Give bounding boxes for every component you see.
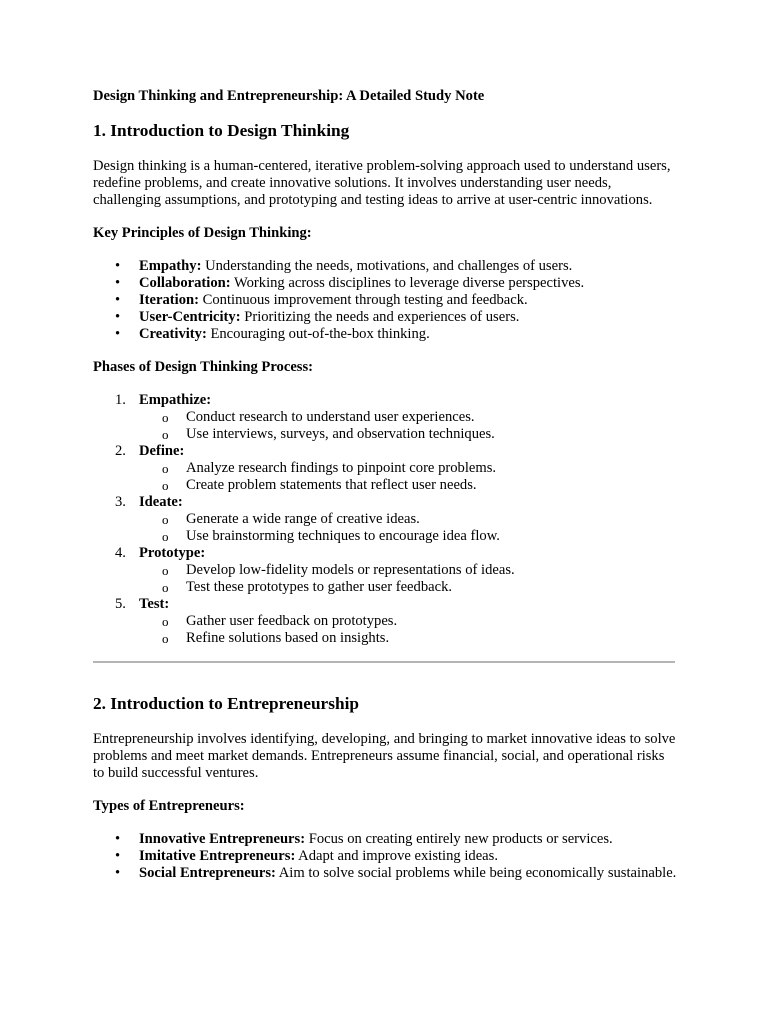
phase-steps <box>139 511 678 545</box>
phase-step-text: Create problem statements that reflect user needs. <box>186 477 477 493</box>
bullet-icon: • <box>115 292 121 308</box>
principle-text: Working across disciplines to leverage diverse perspectives. <box>230 275 585 291</box>
circle-bullet-icon: o <box>162 478 169 493</box>
principle-text: Understanding the needs, motivations, and challenges of users. <box>201 258 573 274</box>
phase-step-text: Conduct research to understand user experiences. <box>186 409 475 425</box>
circle-bullet-icon: o <box>162 563 169 578</box>
list-item <box>139 477 678 494</box>
list-item <box>139 630 678 647</box>
principle-text: Continuous improvement through testing and feedback. <box>198 292 528 308</box>
type-text: Adapt and improve existing ideas. <box>295 848 498 864</box>
list-item <box>93 292 678 309</box>
section2-heading: 2. Introduction to Entrepreneurship <box>93 694 359 713</box>
list-item <box>139 409 678 426</box>
circle-bullet-icon: o <box>162 410 169 425</box>
phase-step-text: Gather user feedback on prototypes. <box>186 613 398 629</box>
principle-term: Iteration: <box>139 292 199 308</box>
section-divider <box>93 661 675 663</box>
circle-bullet-icon: o <box>162 529 169 544</box>
bullet-icon: • <box>115 326 121 342</box>
phase-number: 3. <box>115 494 126 510</box>
phase-number: 4. <box>115 545 126 561</box>
principle-term: Collaboration: <box>139 275 231 291</box>
list-item <box>139 613 678 630</box>
type-text: Aim to solve social problems while being economically sustainable. <box>275 865 677 881</box>
list-item <box>93 258 678 275</box>
phase-steps <box>139 613 678 647</box>
phase-number: 2. <box>115 443 126 459</box>
phase-item <box>93 443 678 494</box>
principle-term: User-Centricity: <box>139 309 241 325</box>
phase-step-text: Generate a wide range of creative ideas. <box>186 511 420 527</box>
phases-heading: Phases of Design Thinking Process: <box>93 359 314 375</box>
principle-text: Prioritizing the needs and experiences of users. <box>240 309 520 325</box>
principle-term: Creativity: <box>139 326 207 342</box>
document-page <box>93 88 678 898</box>
bullet-icon: • <box>115 848 121 864</box>
list-item <box>93 275 678 292</box>
phase-step-text: Use interviews, surveys, and observation techniques. <box>186 426 495 442</box>
list-item <box>93 309 678 326</box>
document-title: Design Thinking and Entrepreneurship: A Detailed Study Note <box>93 88 485 104</box>
phase-name: Prototype: <box>139 545 206 561</box>
bullet-icon: • <box>115 309 121 325</box>
phase-step-text: Develop low-fidelity models or representations of ideas. <box>186 562 515 578</box>
circle-bullet-icon: o <box>162 427 169 442</box>
phase-step-text: Analyze research findings to pinpoint core problems. <box>186 460 497 476</box>
phase-number: 1. <box>115 392 126 408</box>
phase-item <box>93 494 678 545</box>
type-term: Social Entrepreneurs: <box>139 865 276 881</box>
bullet-icon: • <box>115 258 121 274</box>
type-term: Innovative Entrepreneurs: <box>139 831 306 847</box>
phase-name: Test: <box>139 596 170 612</box>
phase-item <box>93 392 678 443</box>
phase-step-text: Test these prototypes to gather user feedback. <box>186 579 453 595</box>
list-item <box>93 865 678 882</box>
type-text: Focus on creating entirely new products or services. <box>305 831 613 847</box>
phase-step-text: Refine solutions based on insights. <box>186 630 390 646</box>
type-term: Imitative Entrepreneurs: <box>139 848 296 864</box>
phase-name: Empathize: <box>139 392 212 408</box>
list-item <box>93 848 678 865</box>
bullet-icon: • <box>115 275 121 291</box>
types-heading: Types of Entrepreneurs: <box>93 798 245 814</box>
list-item <box>93 326 678 343</box>
phase-name: Ideate: <box>139 494 183 510</box>
phase-step-text: Use brainstorming techniques to encourage idea flow. <box>186 528 500 544</box>
section1-intro: Design thinking is a human-centered, iterative problem-solving approach used to understand users, redefine problems, and create innovative solutions. It involves understanding user needs, challenging assumptions, and prototyping and testing ideas to arrive at user-centric innovations. <box>93 158 671 208</box>
circle-bullet-icon: o <box>162 512 169 527</box>
principles-heading: Key Principles of Design Thinking: <box>93 225 312 241</box>
phase-number: 5. <box>115 596 126 612</box>
principles-list <box>93 258 678 343</box>
principle-term: Empathy: <box>139 258 202 274</box>
phase-name: Define: <box>139 443 185 459</box>
circle-bullet-icon: o <box>162 631 169 646</box>
phase-item <box>93 545 678 596</box>
list-item <box>93 831 678 848</box>
list-item <box>139 528 678 545</box>
types-list <box>93 831 678 882</box>
principle-text: Encouraging out-of-the-box thinking. <box>206 326 430 342</box>
circle-bullet-icon: o <box>162 580 169 595</box>
list-item <box>139 579 678 596</box>
section1-heading: 1. Introduction to Design Thinking <box>93 121 350 140</box>
list-item <box>139 562 678 579</box>
list-item <box>139 511 678 528</box>
phase-steps <box>139 409 678 443</box>
circle-bullet-icon: o <box>162 461 169 476</box>
bullet-icon: • <box>115 831 121 847</box>
phase-item <box>93 596 678 647</box>
bullet-icon: • <box>115 865 121 881</box>
list-item <box>139 426 678 443</box>
phase-steps <box>139 460 678 494</box>
list-item <box>139 460 678 477</box>
circle-bullet-icon: o <box>162 614 169 629</box>
section2-intro: Entrepreneurship involves identifying, developing, and bringing to market innovative ideas to solve problems and meet market demands. Entrepreneurs assume financial, social, and operational risks to build successful ventures. <box>93 731 676 781</box>
phase-steps <box>139 562 678 596</box>
phases-list <box>93 392 678 647</box>
